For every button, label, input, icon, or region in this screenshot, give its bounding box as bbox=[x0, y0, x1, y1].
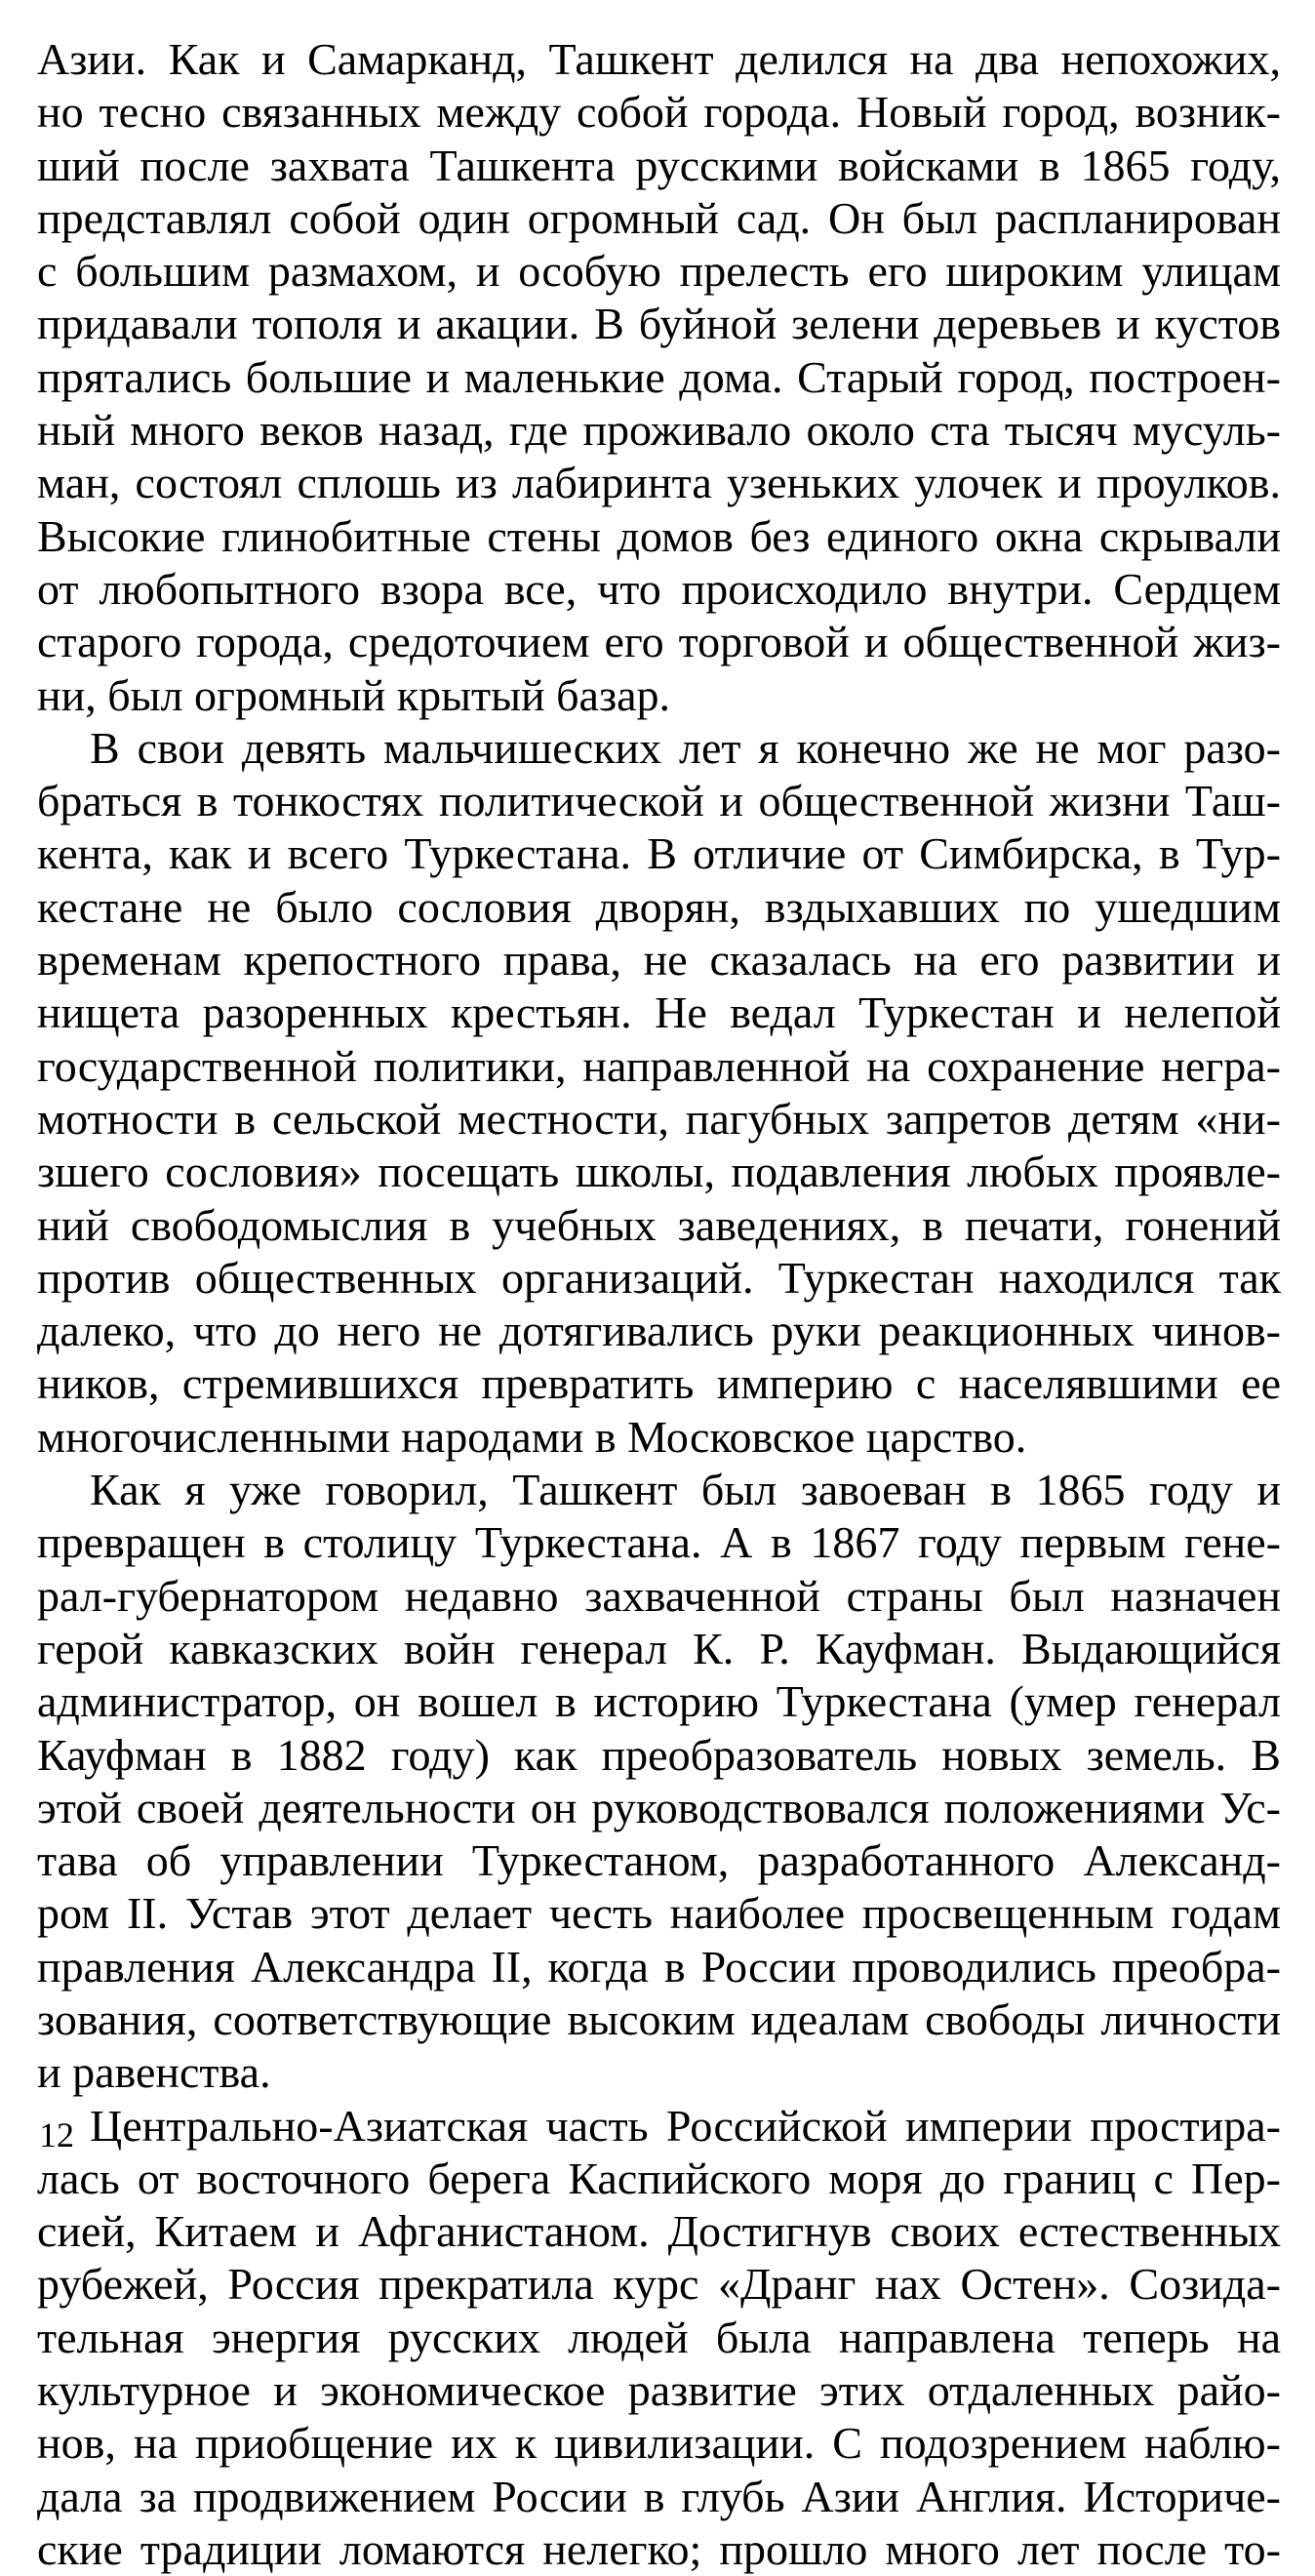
page-text bbox=[37, 33, 1281, 2574]
text-line: против общественных организаций. Туркестан находился так bbox=[37, 1252, 1281, 1303]
paragraph bbox=[37, 1464, 1281, 2100]
text-line: с большим размахом, и особую прелесть его широким улицам bbox=[37, 246, 1281, 297]
text-line: правления Александра II, когда в России проводились преобра- bbox=[37, 1941, 1281, 1992]
text-line: лась от восточного берега Каспийского моря до границ с Пер- bbox=[37, 2153, 1281, 2203]
text-line: старого города, средоточием его торговой и общественной жиз- bbox=[37, 617, 1281, 667]
page-number: 12 bbox=[39, 2115, 74, 2154]
paragraph bbox=[37, 33, 1281, 722]
text-line: Кауфман в 1882 году) как преобразователь новых земель. В bbox=[37, 1729, 1281, 1780]
text-line: представлял собой один огромный сад. Он был распланирован bbox=[37, 192, 1281, 243]
text-line: В свои девять мальчишеских лет я конечно же не мог разо- bbox=[90, 722, 1281, 773]
text-line: тельная энергия русских людей была направлена теперь на bbox=[37, 2312, 1281, 2362]
text-line: временам крепостного права, не сказалась на его развитии и bbox=[37, 935, 1281, 986]
text-line: этой своей деятельности он руководствовался положениями Ус- bbox=[37, 1782, 1281, 1832]
text-line: нов, на приобщение их к цивилизации. С подозрением наблю- bbox=[37, 2418, 1281, 2469]
text-line: мотности в сельской местности, пагубных запретов детям «ни- bbox=[37, 1093, 1281, 1144]
text-line: многочисленными народами в Московское царство. bbox=[37, 1411, 1027, 1462]
text-line: герой кавказских войн генерал К. Р. Кауфман. Выдающийся bbox=[37, 1623, 1281, 1673]
text-line: администратор, он вошел в историю Туркестана (умер генерал bbox=[37, 1676, 1281, 1727]
text-line: но тесно связанных между собой города. Новый город, возник- bbox=[37, 87, 1281, 138]
text-line: Центрально-Азиатская часть Российской империи простира- bbox=[90, 2100, 1281, 2151]
text-line: прятались большие и маленькие дома. Старый город, построен- bbox=[37, 351, 1281, 402]
text-line: ни, был огромный крытый базар. bbox=[37, 669, 671, 720]
text-line: кента, как и всего Туркестана. В отличие от Симбирска, в Тур- bbox=[37, 828, 1281, 879]
text-line: ман, состоял сплошь из лабиринта узеньких улочек и проулков. bbox=[37, 458, 1281, 508]
text-line: Как я уже говорил, Ташкент был завоеван в 1865 году и bbox=[90, 1465, 1281, 1515]
text-line: ный много веков назад, где проживало около ста тысяч мусуль- bbox=[37, 405, 1281, 456]
text-line: Высокие глинобитные стены домов без единого окна скрывали bbox=[37, 510, 1281, 561]
paragraph bbox=[37, 2100, 1281, 2576]
text-line: зшего сословия» посещать школы, подавления любых проявле- bbox=[37, 1147, 1281, 1197]
text-line: государственной политики, направленной на сохранение негра- bbox=[37, 1040, 1281, 1091]
text-line: ший после захвата Ташкента русскими войсками в 1865 году, bbox=[37, 140, 1281, 190]
text-line: культурное и экономическое развитие этих отдаленных райо- bbox=[37, 2365, 1281, 2416]
text-line: ром II. Устав этот делает честь наиболее просвещенным годам bbox=[37, 1888, 1281, 1939]
text-line: браться в тонкостях политической и общественной жизни Таш- bbox=[37, 776, 1281, 826]
text-line: Азии. Как и Самарканд, Ташкент делился на два непохожих, bbox=[37, 34, 1281, 84]
text-line: далеко, что до него не дотягивались руки реакционных чинов- bbox=[37, 1306, 1281, 1356]
paragraph bbox=[37, 722, 1281, 1464]
text-line: превращен в столицу Туркестана. А в 1867 году первым гене- bbox=[37, 1517, 1281, 1568]
text-line: от любопытного взора все, что происходило внутри. Сердцем bbox=[37, 563, 1281, 614]
text-line: кестане не было сословия дворян, вздыхавших по ушедшим bbox=[37, 881, 1281, 932]
text-line: ские традиции ломаются нелегко; прошло много лет после то- bbox=[37, 2523, 1281, 2574]
text-line: дала за продвижением России в глубь Азии Англия. Историче- bbox=[37, 2471, 1281, 2521]
text-line: тава об управлении Туркестаном, разработанного Александ- bbox=[37, 1835, 1281, 1886]
text-line: ний свободомыслия в учебных заведениях, в печати, гонений bbox=[37, 1199, 1281, 1250]
text-line: нищета разоренных крестьян. Не ведал Туркестан и нелепой bbox=[37, 987, 1281, 1038]
text-line: и равенства. bbox=[37, 2047, 271, 2098]
text-line: зования, соответствующие высоким идеалам свободы личности bbox=[37, 1993, 1281, 2044]
text-line: сией, Китаем и Афганистаном. Достигнув своих естественных bbox=[37, 2206, 1281, 2257]
text-line: рал-губернатором недавно захваченной страны был назначен bbox=[37, 1570, 1281, 1621]
text-line: рубежей, Россия прекратила курс «Дранг нах Остен». Созида- bbox=[37, 2259, 1281, 2310]
text-line: ников, стремившихся превратить империю с населявшими ее bbox=[37, 1358, 1281, 1409]
text-line: придавали тополя и акации. В буйной зелени деревьев и кустов bbox=[37, 299, 1281, 349]
